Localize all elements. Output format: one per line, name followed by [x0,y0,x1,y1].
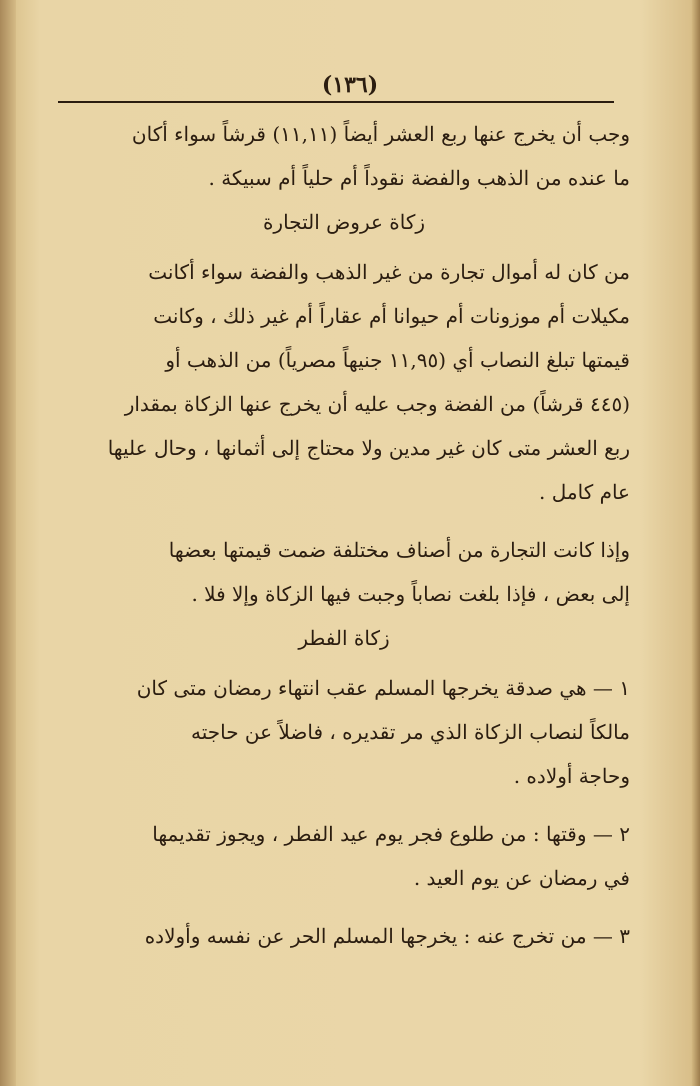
body-line: قيمتها تبلغ النصاب أي (١١,٩٥ جنيهاً مصرياً) من الذهب أو [165,348,630,372]
header-rule [58,101,614,103]
body-line: مالكاً لنصاب الزكاة الذي مر تقديره ، فاضلاً عن حاجته [190,720,630,744]
page-gutter [0,0,16,1086]
body-line: (٤٤٥ قرشاً) من الفضة وجب عليه أن يخرج عنها الزكاة بمقدار [124,392,630,416]
body-line: مكيلات أم موزونات أم حيوانا أم عقاراً أم غير ذلك ، وكانت [153,304,630,328]
body-line: وإذا كانت التجارة من أصناف مختلفة ضمت قيمتها بعضها [168,538,630,562]
body-line: ٣ — من تخرج عنه : يخرجها المسلم الحر عن نفسه وأولاده [144,924,630,948]
body-line: عام كامل . [539,480,630,504]
body-line: وجب أن يخرج عنها ربع العشر أيضاً (١١,١١) قرشاً سواء أكان [131,122,630,146]
page-edge [692,0,700,1086]
body-line: إلى بعض ، فإذا بلغت نصاباً وجبت فيها الزكاة وإلا فلا . [191,582,630,606]
body-line: وحاجة أولاده . [513,764,630,788]
page-body [58,112,630,958]
page-number: (١٣٦) [321,72,379,98]
body-line: في رمضان عن يوم العيد . [413,866,630,890]
section-heading: زكاة عروض التجارة [262,210,426,234]
body-line: ١ — هي صدقة يخرجها المسلم عقب انتهاء رمضان متى كان [136,676,630,700]
section-heading: زكاة الفطر [298,626,390,650]
body-line: ربع العشر متى كان غير مدين ولا محتاج إلى أثمانها ، وحال عليها [107,436,630,460]
body-line: ٢ — وقتها : من طلوع فجر يوم عيد الفطر ، ويجوز تقديمها [152,822,630,846]
body-line: من كان له أموال تجارة من غير الذهب والفضة سواء أكانت [148,260,630,284]
body-line: ما عنده من الذهب والفضة نقوداً أم حلياً أم سبيكة . [208,166,630,190]
